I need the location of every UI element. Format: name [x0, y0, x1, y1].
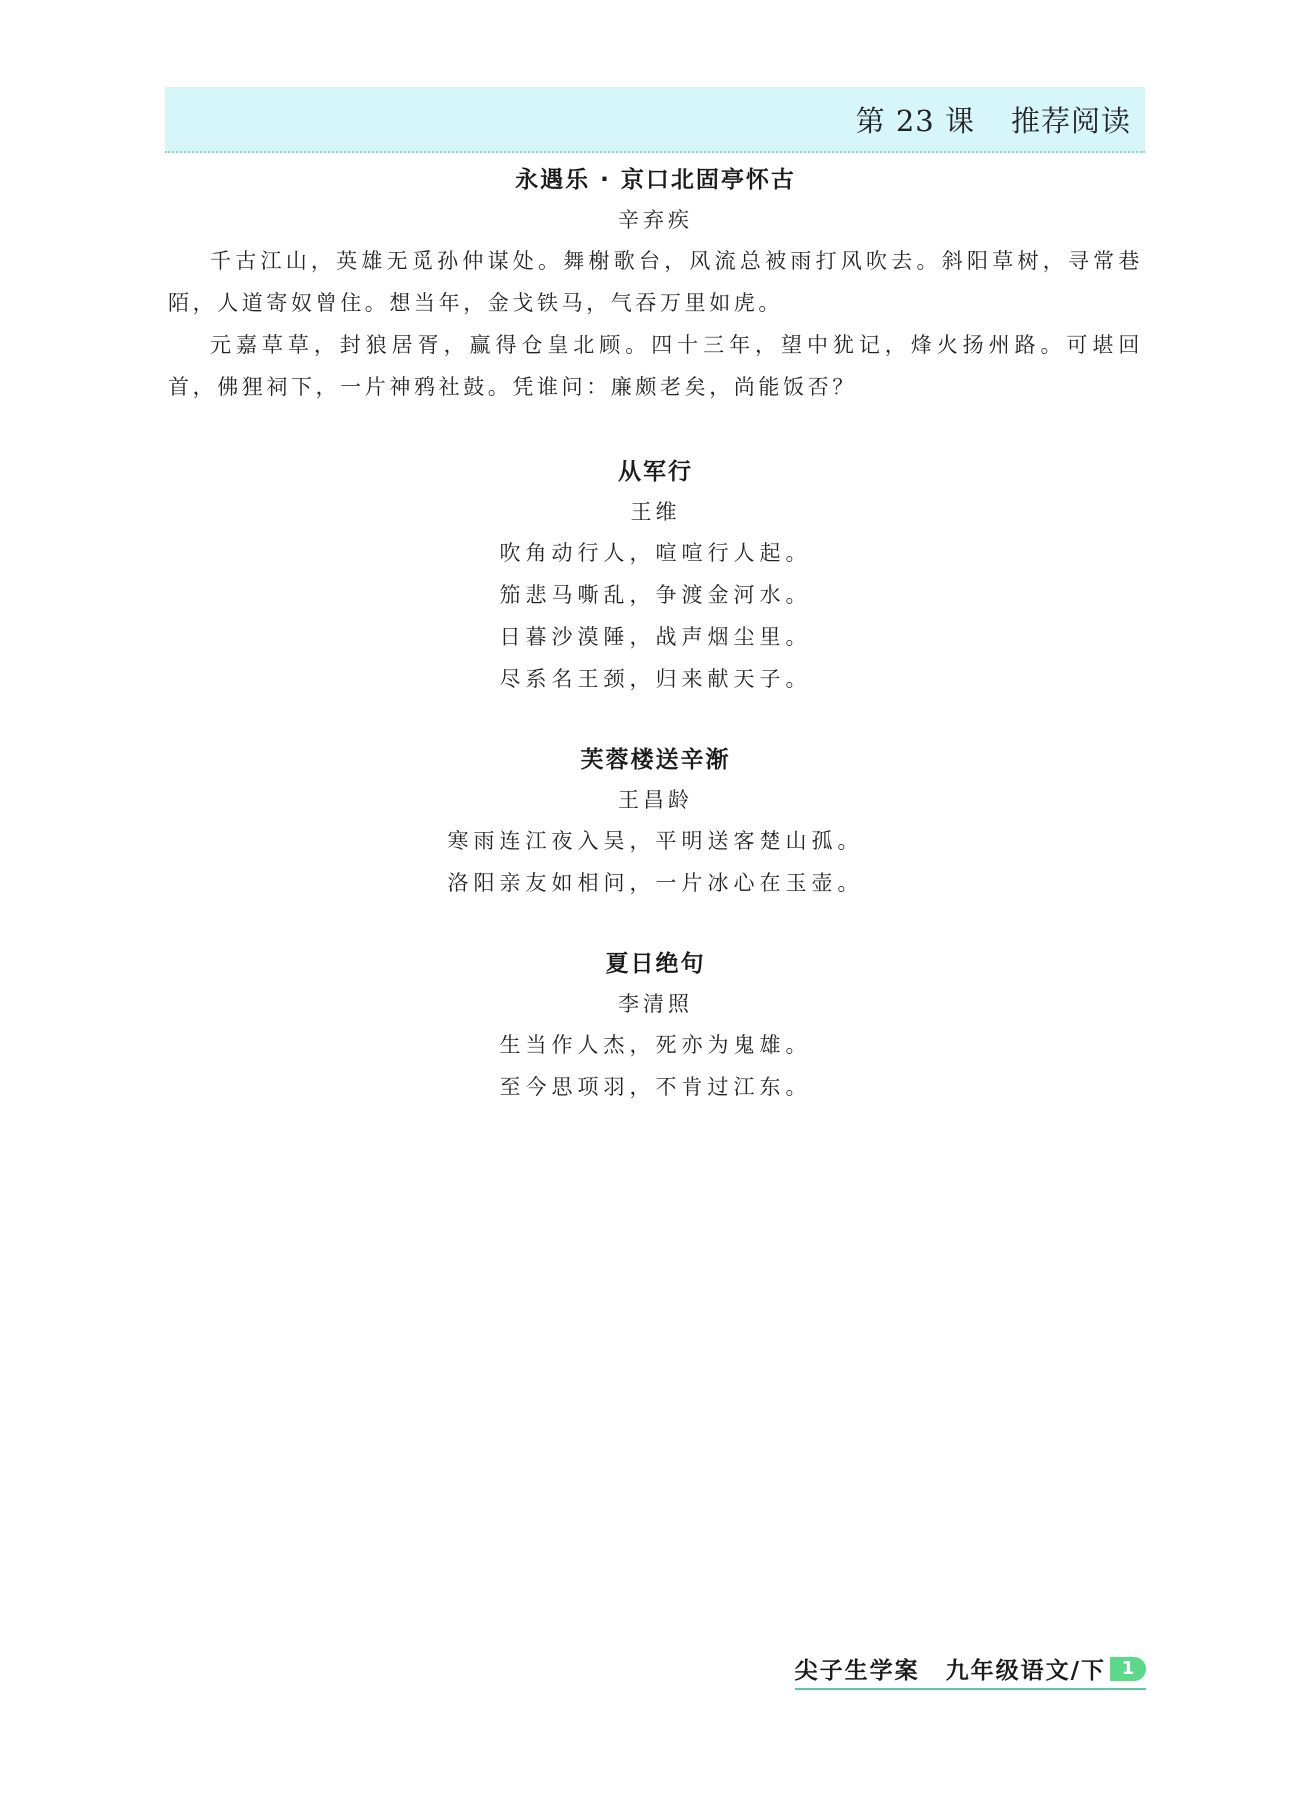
- poem-title: 从军行: [618, 459, 693, 485]
- page-footer: [795, 1652, 1146, 1690]
- poem-congjunxing: [168, 452, 1143, 700]
- poem-author: 王维: [630, 500, 681, 524]
- verse-block: [168, 532, 1143, 700]
- poem-xiarijueju: [168, 944, 1143, 1108]
- verse-line: 笳悲马嘶乱，争渡金河水。: [499, 583, 812, 607]
- verse-line: 生当作人杰，死亦为鬼雄。: [499, 1033, 812, 1057]
- poem-author: 李清照: [618, 992, 693, 1016]
- poem-yongyule: [168, 160, 1143, 408]
- verse-line: 吹角动行人，喧喧行人起。: [499, 541, 812, 565]
- poem-furonglou: [168, 740, 1143, 904]
- lesson-number: 第 23 课: [855, 104, 975, 138]
- poem-title: 永遇乐 · 京口北固亭怀古: [515, 167, 796, 193]
- page-number: 1: [1110, 1657, 1146, 1681]
- footer-brand: 尖子生学案: [794, 1658, 920, 1684]
- section-name: 推荐阅读: [1010, 104, 1131, 138]
- reading-content: [168, 160, 1143, 1108]
- lesson-header: [165, 87, 1145, 153]
- poem-author: 辛弃疾: [618, 208, 693, 232]
- verse-line: 洛阳亲友如相问，一片冰心在玉壶。: [447, 871, 864, 895]
- poem-title: 夏日绝句: [605, 951, 706, 977]
- verse-line: 尽系名王颈，归来献天子。: [499, 667, 812, 691]
- footer-grade: 九年级语文/下: [945, 1658, 1106, 1684]
- poem-title: 芙蓉楼送辛渐: [580, 747, 731, 773]
- verse-line: 寒雨连江夜入吴，平明送客楚山孤。: [447, 829, 864, 853]
- poem-author: 王昌龄: [618, 788, 693, 812]
- verse-line: 至今思项羽，不肯过江东。: [499, 1075, 812, 1099]
- lesson-title: [856, 99, 1131, 140]
- poem-paragraph: 千古江山，英雄无觅孙仲谋处。舞榭歌台，风流总被雨打风吹去。斜阳草树，寻常巷陌，人道寄奴曾住。想当年，金戈铁马，气吞万里如虎。: [168, 249, 1143, 315]
- verse-block: [168, 1024, 1143, 1108]
- verse-line: 日暮沙漠陲，战声烟尘里。: [499, 625, 812, 649]
- poem-paragraph: 元嘉草草，封狼居胥，赢得仓皇北顾。四十三年，望中犹记，烽火扬州路。可堪回首，佛狸祠下，一片神鸦社鼓。凭谁问：廉颇老矣，尚能饭否？: [168, 333, 1143, 399]
- verse-block: [168, 820, 1143, 904]
